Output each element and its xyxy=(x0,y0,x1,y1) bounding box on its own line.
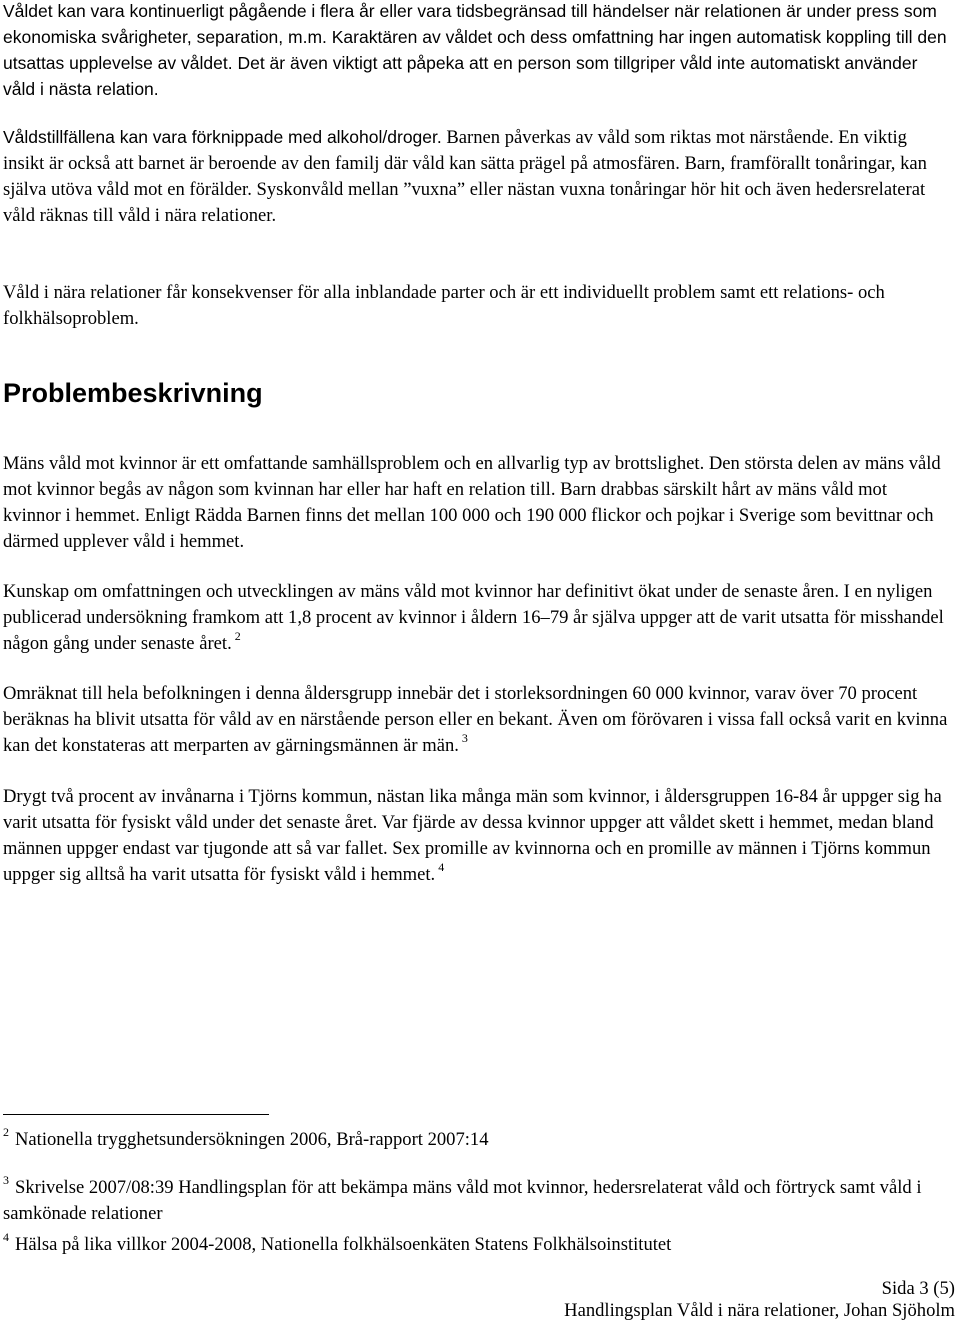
footnote-4-text: Hälsa på lika villkor 2004-2008, Nationella folkhälsoenkäten Statens Folkhälsoinstitutet xyxy=(15,1234,672,1255)
intro-paragraph-2 xyxy=(3,124,948,229)
section-paragraph-4-text: Drygt två procent av invånarna i Tjörns kommun, nästan lika många män som kvinnor, i åldersgruppen 16-84 år uppger sig ha varit utsatta för fysiskt våld under det senaste året. Var fjärde av dessa kvinnor uppger att våldet skett i hemmet, medan bland männen uppger endast var tjugonde att så var fallet. Sex promille av kvinnorna och en promille av männen i Tjörns kommun uppger sig alltså ha varit utsatta för fysiskt våld i hemmet. xyxy=(3,786,942,885)
footnote-ref-4: 4 xyxy=(438,860,445,874)
section-paragraph-4 xyxy=(3,784,948,888)
section-heading: Problembeskrivning xyxy=(3,378,263,408)
footnote-4-number: 4 xyxy=(3,1230,9,1244)
footnote-3-text: Skrivelse 2007/08:39 Handlingsplan för att bekämpa mäns våld mot kvinnor, hedersrelaterat våld och förtryck samt våld i samkönade relationer xyxy=(3,1177,922,1224)
footnote-2-text: Nationella trygghetsundersökningen 2006, Brå-rapport 2007:14 xyxy=(15,1129,489,1150)
page-number: Sida 3 (5) xyxy=(881,1278,955,1299)
footnote-2 xyxy=(3,1127,948,1153)
footnote-4 xyxy=(3,1232,948,1258)
footnote-3-number: 3 xyxy=(3,1173,9,1187)
section-paragraph-2 xyxy=(3,579,948,657)
section-paragraph-3-text: Omräknat till hela befolkningen i denna åldersgrupp innebär det i storleksordningen 60 000 kvinnor, varav över 70 procent beräknas ha blivit utsatta för våld av en närstående person eller en bekant. Även om förövaren i vissa fall också varit en kvinna kan det konstateras att merparten av gärningsmännen är män. xyxy=(3,683,948,756)
section-paragraph-2-text: Kunskap om omfattningen och utvecklingen av mäns våld mot kvinnor har definitivt ökat under de senaste åren. I en nyligen publicerad undersökning framkom att 1,8 procent av kvinnor i åldern 16–79 år själva uppger att de varit utsatta för misshandel någon gång under senaste året. xyxy=(3,581,944,654)
footnote-ref-3: 3 xyxy=(461,731,468,745)
intro-paragraph-1: Våldet kan vara kontinuerligt pågående i flera år eller vara tidsbegränsad till händelser när relationen är under press som ekonomiska svårigheter, separation, m.m. Karaktären av våldet och dess omfattning har ingen automatisk koppling till den utsattas upplevelse av våldet. Det är även viktigt att påpeka att en person som tillgriper våld inte automatiskt använder våld i nästa relation. xyxy=(3,1,947,99)
intro-paragraph-3: Våld i nära relationer får konsekvenser för alla inblandade parter och är ett individuellt problem samt ett relations- och folkhälsoproblem. xyxy=(3,282,885,329)
footnote-2-number: 2 xyxy=(3,1125,9,1139)
footnote-separator xyxy=(3,1114,269,1115)
intro-paragraph-2-lead: Våldstillfällena kan vara förknippade med alkohol/droger. xyxy=(3,127,442,147)
section-paragraph-3 xyxy=(3,681,948,759)
footer-document-title: Handlingsplan Våld i nära relationer, Johan Sjöholm xyxy=(564,1300,955,1321)
footnote-ref-2: 2 xyxy=(234,629,241,643)
footnote-3 xyxy=(3,1175,948,1227)
intro-paragraph-2-body: Barnen påverkas av våld som riktas mot närstående. En viktig insikt är också att barnet är beroende av den familj där våld kan sätta prägel på atmosfären. Barn, framförallt tonåringar, kan själva utöva våld mot en förälder. Syskonvåld mellan ”vuxna” eller nästan vuxna tonåringar hör hit och även hedersrelaterat våld räknas till våld i nära relationer. xyxy=(3,127,927,226)
section-paragraph-1: Mäns våld mot kvinnor är ett omfattande samhällsproblem och en allvarlig typ av brottslighet. Den största delen av mäns våld mot kvinnor begås av någon som kvinnan har eller har haft en relation till. Barn drabbas särskilt hårt av mäns våld mot kvinnor i hemmet. Enligt Rädda Barnen finns det mellan 100 000 och 190 000 flickor och pojkar i Sverige som bevittnar och därmed upplever våld i hemmet. xyxy=(3,453,941,552)
